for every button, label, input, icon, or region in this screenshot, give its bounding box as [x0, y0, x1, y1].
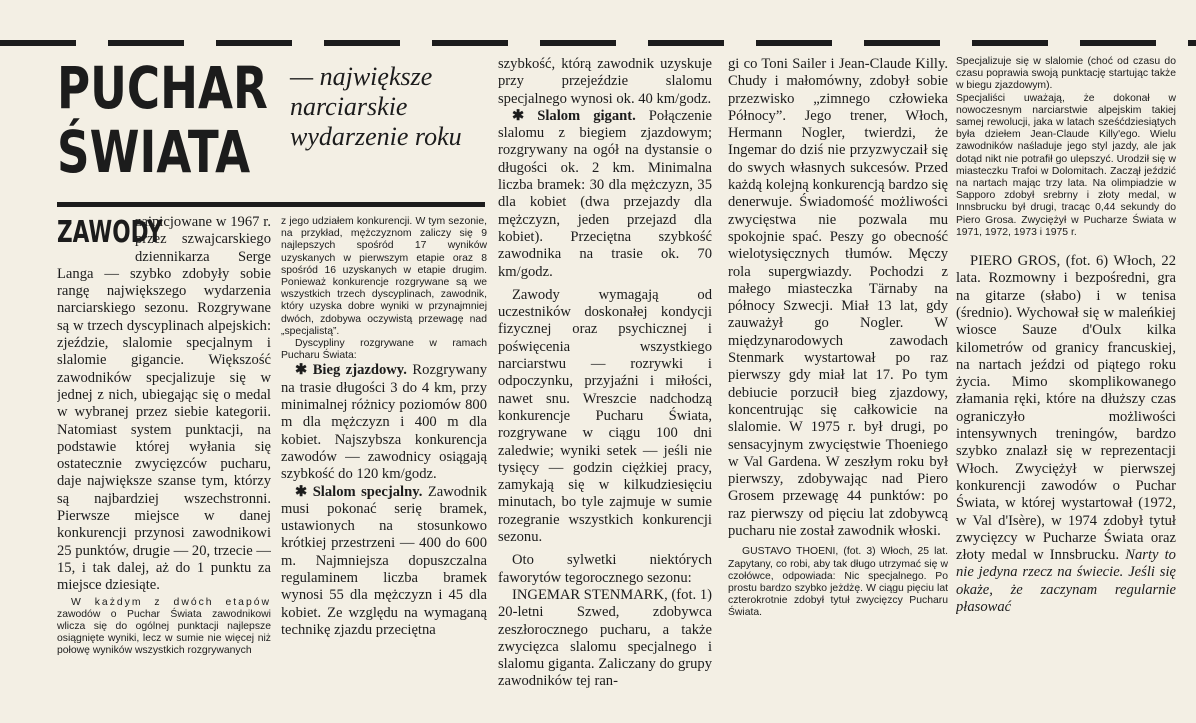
intro-paragraph	[57, 214, 271, 595]
headline-line-1: PUCHAR	[57, 54, 268, 122]
stenmark-name: INGEMAR STENMARK,	[512, 586, 668, 603]
disciplines-intro: Dyscypliny rozgrywane w ramach Pucharu Świata:	[281, 338, 487, 362]
slalom-paragraph	[281, 484, 487, 640]
column-4	[728, 56, 948, 723]
points-paragraph	[57, 597, 271, 658]
headline-rule	[57, 202, 485, 207]
thoeni-continued: Specjaliści uważają, że dokonał w nowoczesnym narciarstwie alpejskim takiej samej rewolucji, jaka w latach sześćdziesiątych była dziełem Jean-Claude Killy'ego. Wielu zawodników naśladuje jego styl jazdy, ale jak dotąd nikt nie potrafił go ulepszyć. Urodził się w miasteczku Trafoi w Dolomitach. Zaczął jeździć na nartach mając trzy lata. Na olimpiadzie w Sapporo zdobył srebrny i złoty medal, w Innsbrucku był drugi, tracąc 0,44 sekundy do Piero Grosa. Zwyciężył w Pucharze Świata w 1971, 1972, 1973 i 1975 r.	[956, 92, 1176, 238]
column-3	[498, 56, 712, 723]
top-dashed-rule	[0, 40, 1196, 46]
downhill-text: Rozgrywany na trasie długości 3 do 4 km, przy minimalnej różnicy poziomów 800 m dla mężczyzn i 400 m dla kobiet. Najszybsza konkurencja zawodów — zawodnicy osiągają szybkość do 120 km/godz.	[281, 362, 487, 483]
gros-quote: Narty to nie jedyna rzecz na świecie. Jeśli się okaże, że zaczynam regularnie płasować	[956, 547, 1176, 615]
spaced-lead: W każdym z dwóch etapów	[71, 596, 271, 608]
column-5	[956, 56, 1176, 723]
column-1	[57, 214, 271, 723]
giant-slalom-text: Połączenie slalomu z biegiem zjazdowym; rozgrywany na ogół na dystansie o długości ok. 2 km. Minimalna liczba bramek: 30 dla mężczyzn, 35 dla kobiet (dwa przejazdy dla mężczyzn, jeden przejazd dla kobiet). Przeciętna szybkość zawodnika na trasie ok. 70 km/godz.	[498, 107, 712, 280]
column-2	[281, 216, 487, 723]
gros-paragraph	[956, 253, 1176, 616]
stenmark-paragraph	[498, 587, 712, 691]
subheadline: — największe narciarskie wydarzenie roku	[290, 62, 462, 151]
gros-text: (fot. 6) Włoch, 22 lata. Rozmowny i bezpośredni, gra na gitarze (słabo) i w tenisa (średnio). Wychował się w maleńkiej wiosce Sauze d'Oulx kilka kilometrów od granicy francuskiej, na nartach jeździ od piątego roku życia. Mimo skomplikowanego złamania ręki, które na dłuższy czas ograniczyło możliwości intensywnych treningów, bardzo szybko znalazł się w reprezentacji Włoch. Zwyciężył w pierwszej konkurencji zawodów o Puchar Świata, w której wystartował (1972, w Val d'Isère), w 1974 zdobył tytuł zwycięzcy w Pucharze Świata oraz złoty medal w Innsbrucku.	[956, 253, 1176, 564]
requirements-paragraph: Zawody wymagają od uczestników doskonałej kondycji fizycznej oraz psychicznej i poświęcenia wszystkiego narciarstwu — rozrywki i odpoczynku, przyjaźni i miłości, nawet snu. Wreszcie nadchodzą konkurencje Pucharu Świata, rozgrywane w ciągu 100 dni zaledwie; wyniki setek — jeśli nie tysięcy — godzin ciężkiej pracy, zamykają się w kilkudziesięciu minutach, bo tyle zajmuje w sumie rozegranie wszystkich konkurencji sezonu.	[498, 286, 712, 546]
thoeni-name: GUSTAVO THOENI,	[742, 546, 839, 558]
downhill-paragraph	[281, 362, 487, 483]
headline	[57, 54, 268, 186]
downhill-title: ✱ Bieg zjazdowy.	[295, 362, 407, 379]
stenmark-text: (fot. 1) 20-letni Szwed, zdobywca zeszłorocznego pucharu, a także zwycięzca slalomu specjalnego i slalomu giganta. Zaliczany do grupy zawodników tej ran-	[498, 586, 712, 690]
scoring-paragraph: z jego udziałem konkurencji. W tym sezonie, na przykład, mężczyznom zaliczy się 9 najlepszych spośród 17 wyników uzyskanych w pierwszym etapie oraz 8 spośród 16 uzyskanych w etapie drugim. Ponieważ konkurencje rozgrywane są we wszystkich trzech dyscyplinach, zawodnik, który uzyska dobre wyniki w przynajmniej dwóch, zdobywa oczywistą przewagę nad „specjalistą”.	[281, 216, 487, 337]
giant-slalom-paragraph	[498, 108, 712, 281]
giant-slalom-title: ✱ Slalom gigant.	[512, 107, 636, 124]
lead-word: ZAWODY	[57, 215, 163, 250]
thoeni-text: (fot. 3) Włoch, 25 lat. Zapytany, co robi, aby tak długo utrzymać się w czołówce, odpowiada: Nic specjalnego. Po prostu bardzo szybko jeżdżę. W ciągu pięciu lat czterokrotnie zdobył tytuł zwycięzcy Pucharu Świata.	[728, 546, 948, 619]
slalom-text: Zawodnik musi pokonać serię bramek, ustawionych na stosunkowo krótkiej przestrzeni — 400 do 600 m. Najmniejsza dopuszczalna regulaminem liczba bramek wynosi 55 dla mężczyzn i 45 dla kobiet. Ze względu na wymaganą technikę zjazdu przeciętna	[281, 483, 487, 638]
thoeni-specialty: Specjalizuje się w slalomie (choć od czasu do czasu poprawia swoją punktację startując także w biegu zjazdowym).	[956, 56, 1176, 92]
speed-paragraph: szybkość, którą zawodnik uzyskuje przy przejeździe slalomu specjalnego wynosi ok. 40 km/godz.	[498, 56, 712, 107]
points-text: zawodów o Puchar Świata zawodnikowi wlicza się do ogólnej punktacji najlepsze osiągnięte wyniki, lecz w sumie nie więcej niż połowę wyników wszystkich rozgrywanych	[57, 608, 271, 657]
favorites-intro: Oto sylwetki niektórych faworytów tegorocznego sezonu:	[498, 552, 712, 586]
stenmark-continued: gi co Toni Sailer i Jean-Claude Killy. Chudy i małomówny, zdobył sobie przezwisko „zimnego człowieka Północy”. Jego trener, Włoch, Hermann Nogler, twierdzi, że Ingemar do dziś nie przyzwyczaił się do swych własnych sukcesów. Przed każdą kolejną konkurencją bardzo się denerwuje. Świadomość możliwości zwycięstwa nie pozwala mu spokojnie spać. Peszy go obecność wielotysięcznych tłumów. Męczy rola supergwiazdy. Pochodzi z małego miasteczka Tärnaby na północy Szwecji. Miał 13 lat, gdy zauważył go Nogler. W międzynarodowych zawodach Stenmark wystartował po raz pierwszy gdy miał lat 17. Po tym debiucie porzucił bieg zjazdowy, koncentrując się całkowicie na slalomie. W 1975 r. był drugi, po sensacyjnym zwycięstwie Thoeniego w Val Gardena. W zeszłym roku był pierwszy, zdobywając nad Piero Grosem przewagę 44 punktów: po raz pierwszy od pięciu lat zdobywcą pucharu nie został zawodnik włoski.	[728, 56, 948, 540]
gros-name: PIERO GROS,	[970, 253, 1061, 270]
thoeni-paragraph	[728, 546, 948, 619]
intro-text: zainicjowane w 1967 r. przez szwajcarskiego dziennikarza Serge Langa — szybko zdobyły sobie rangę największego wydarzenia narciarskiego sezonu. Rozgrywane są w trzech dyscyplinach alpejskich: zjeździe, slalomie specjalnym i slalomie gigancie. Większość zawodników specjalizuje się w jednej z nich, ubiegając się o medal w wybranej przez siebie kategorii. Natomiast system punktacji, na podstawie której wyłania się ostatecznie zwycięzców pucharu, daje największe szanse tym, którzy są najbardziej wszechstronni. Pierwsze miejsce w danej konkurencji przynosi zawodnikowi 25 punktów, drugie — 20, trzecie — 15, i tak dalej, aż do 1 punktu za miejsce dziesiąte.	[57, 214, 271, 594]
slalom-title: ✱ Slalom specjalny.	[295, 483, 423, 500]
headline-line-2: ŚWIATA	[57, 118, 251, 186]
